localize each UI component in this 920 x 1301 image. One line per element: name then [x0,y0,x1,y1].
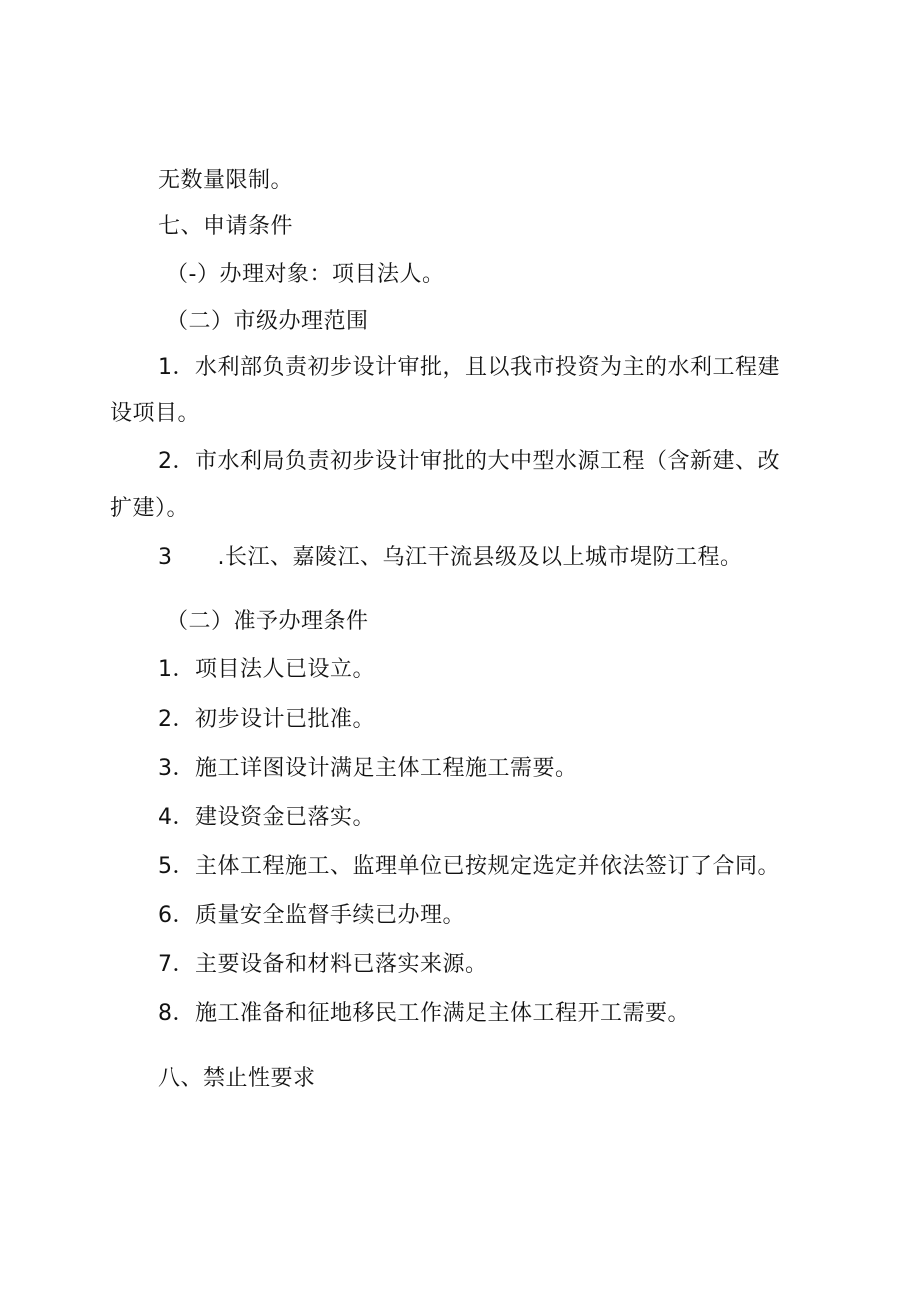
section-heading-7: 七、申请条件 [158,214,294,239]
condition-item-2: 2．初步设计已批准。 [158,707,375,732]
paragraph-no-limit: 无数量限制。 [158,168,294,193]
condition-item-4: 4．建设资金已落实。 [158,805,375,830]
condition-item-3: 3．施工详图设计满足主体工程施工需要。 [158,756,578,781]
scope-item-2-continued: 扩建）。 [110,496,190,521]
condition-item-8: 8．施工准备和征地移民工作满足主体工程开工需要。 [158,1001,690,1026]
subheading-approval-conditions: （二）准予办理条件 [166,609,369,634]
subheading-city-scope: （二）市级办理范围 [166,309,369,334]
condition-item-6: 6．质量安全监督手续已办理。 [158,903,465,928]
section-heading-8: 八、禁止性要求 [158,1066,316,1091]
scope-item-1: 1．水利部负责初步设计审批，且以我市投资为主的水利工程建 [158,355,780,380]
scope-item-2: 2．市水利局负责初步设计审批的大中型水源工程（含新建、改 [158,449,780,474]
condition-item-7: 7．主要设备和材料已落实来源。 [158,952,488,977]
condition-item-1: 1．项目法人已设立。 [158,657,375,682]
subheading-applicant: （-）办理对象：项目法人。 [166,262,445,287]
condition-item-5: 5．主体工程施工、监理单位已按规定选定并依法签订了合同。 [158,854,780,879]
scope-item-1-continued: 设项目。 [110,401,201,426]
scope-item-3: 3 .长江、嘉陵江、乌江干流县级及以上城市堤防工程。 [158,545,743,570]
